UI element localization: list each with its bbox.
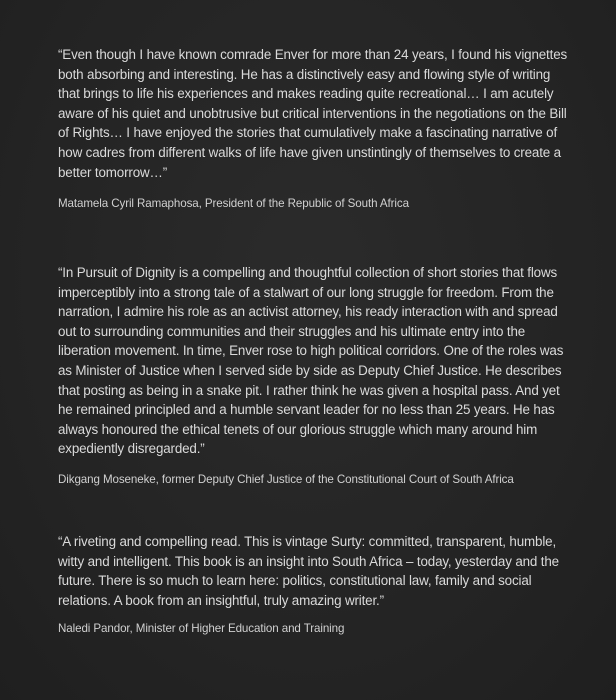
endorsement-attribution: Matamela Cyril Ramaphosa, President of the Republic of South Africa	[58, 197, 409, 211]
endorsement-quote: “In Pursuit of Dignity is a compelling and thoughtful collection of short stories that flows imperceptibly into a strong tale of a stalwart of our long struggle for freedom. From the narration, I admire his role as an activist attorney, his ready interaction with and spread out to surrounding communities and their struggles and his ultimate entry into the liberation movement. In time, Enver rose to high political corridors. One of the roles was as Minister of Justice when I served side by side as Deputy Chief Justice. He describes that posting as being in a snake pit. I rather think he was given a hospital pass. And yet he remained principled and a humble servant leader for no less than 25 years. He has always honoured the ethical tenets of our glorious struggle which many around him expediently disregarded.”	[58, 265, 564, 457]
endorsement-attribution: Naledi Pandor, Minister of Higher Education and Training	[58, 622, 345, 636]
endorsement-ramaphosa	[58, 45, 573, 212]
endorsement-moseneke	[58, 263, 573, 488]
endorsement-quote: “A riveting and compelling read. This is vintage Surty: committed, transparent, humble, witty and intelligent. This book is an insight into South Africa – today, yesterday and the future. There is so much to learn here: politics, constitutional law, family and social relations. A book from an insightful, truly amazing writer.”	[58, 534, 559, 608]
endorsement-pandor	[58, 532, 573, 637]
endorsement-attribution: Dikgang Moseneke, former Deputy Chief Justice of the Constitutional Court of South Africa	[58, 472, 514, 486]
endorsement-quote: “Even though I have known comrade Enver for more than 24 years, I found his vignettes both absorbing and interesting. He has a distinctively easy and flowing style of writing that brings to life his experiences and makes reading quite recreational… I am acutely aware of his quiet and unobtrusive but critical interventions in the negotiations on the Bill of Rights… I have enjoyed the stories that cumulatively make a fascinating narrative of how cadres from different walks of life have given unstintingly of themselves to create a better tomorrow…”	[58, 47, 568, 180]
